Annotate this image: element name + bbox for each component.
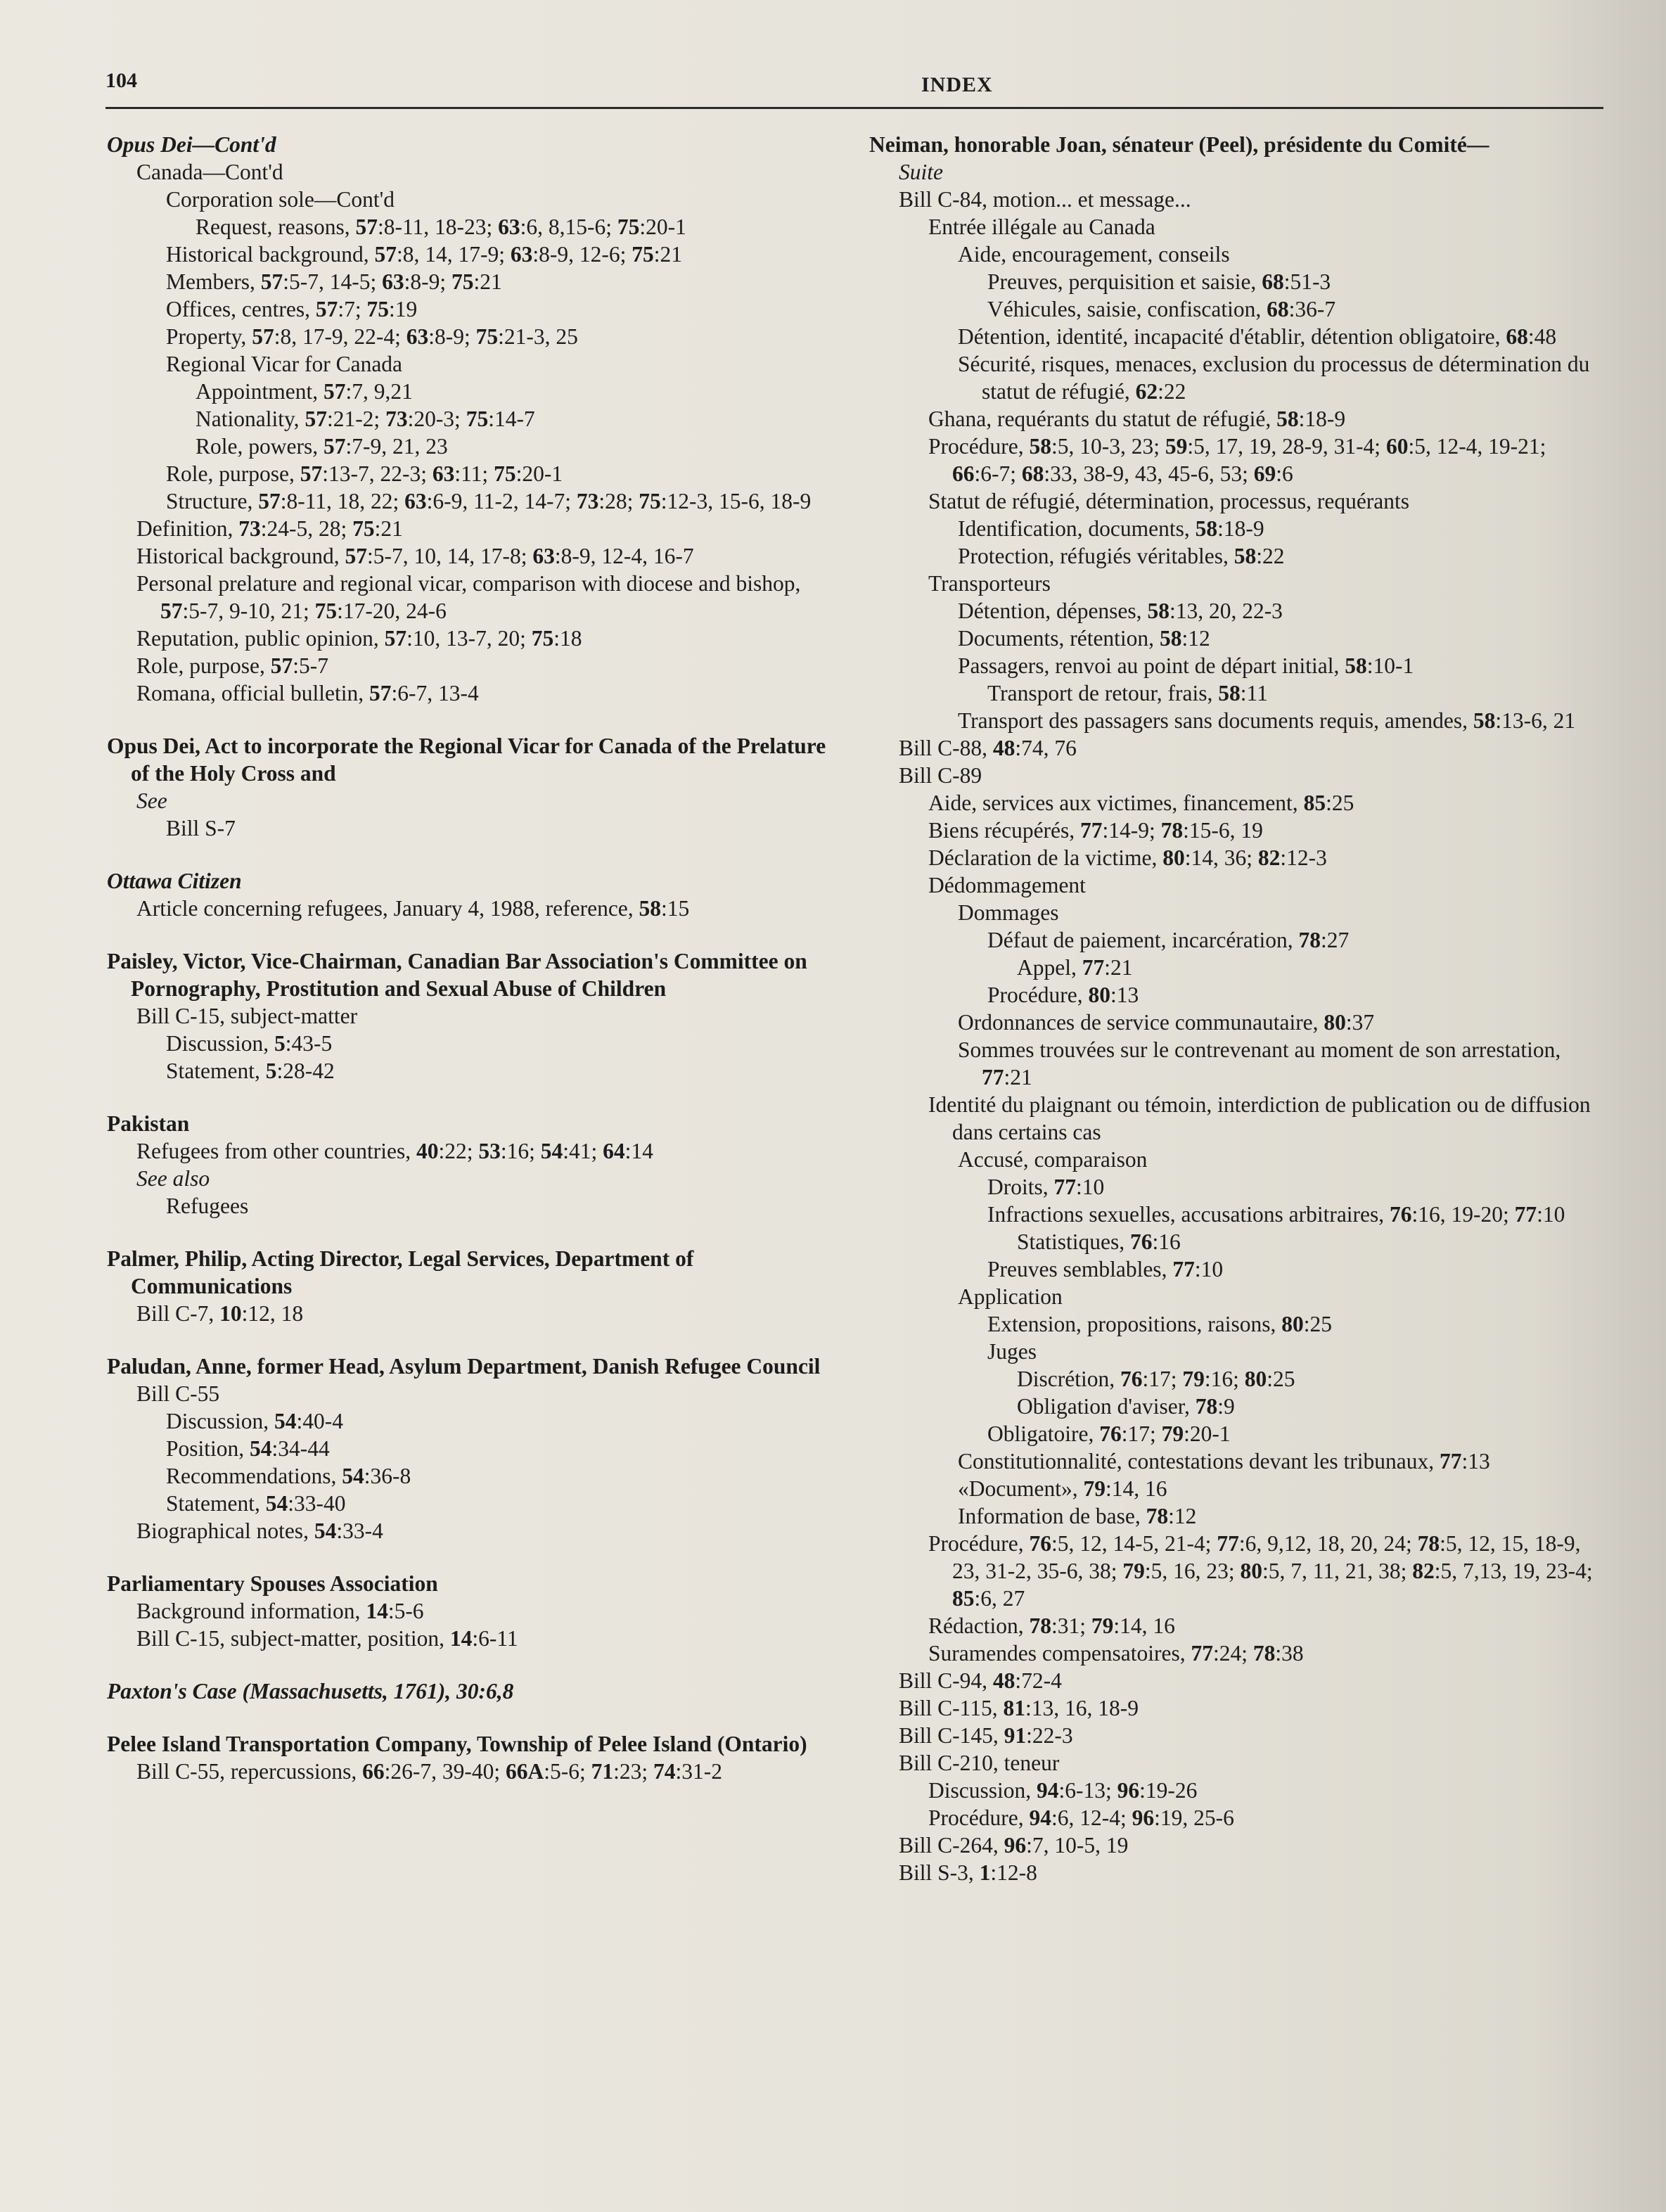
entry-heading: Parliamentary Spouses Association bbox=[107, 1571, 438, 1596]
subentry: Procédure, 80:13 bbox=[987, 983, 1139, 1007]
subentry: Refugees from other countries, 40:22; 53:16; 54:41; 64:14 bbox=[136, 1139, 653, 1163]
subentry: «Document», 79:14, 16 bbox=[958, 1476, 1167, 1501]
subentry: Structure, 57:8-11, 18, 22; 63:6-9, 11-2, 14-7; 73:28; 75:12-3, 15-6, 18-9 bbox=[166, 489, 812, 513]
subentry: Détention, dépenses, 58:13, 20, 22-3 bbox=[958, 599, 1283, 623]
page-number: 104 bbox=[105, 69, 137, 92]
subentry: Preuves semblables, 77:10 bbox=[987, 1257, 1224, 1281]
entry-heading: Paludan, Anne, former Head, Asylum Department, Danish Refugee Council bbox=[107, 1354, 821, 1379]
entry-heading: Paisley, Victor, Vice-Chairman, Canadian Bar Association's Committee on Pornography, Prostitution and Sexual Abuse of Children bbox=[107, 949, 807, 1001]
subentry: Dommages bbox=[958, 900, 1059, 925]
subentry: Historical background, 57:8, 14, 17-9; 63:8-9, 12-6; 75:21 bbox=[166, 242, 683, 267]
subentry: Bill C-115, 81:13, 16, 18-9 bbox=[899, 1696, 1139, 1720]
subentry: Rédaction, 78:31; 79:14, 16 bbox=[928, 1613, 1175, 1638]
entry-heading: Opus Dei—Cont'd bbox=[107, 132, 276, 157]
subentry: Protection, réfugiés véritables, 58:22 bbox=[958, 544, 1285, 568]
subentry: Procédure, 58:5, 10-3, 23; 59:5, 17, 19, 28-9, 31-4; 60:5, 12-4, 19-21; 66:6-7; 68:33, 38-9, 43, 45-6, 53; 69:6 bbox=[928, 434, 1546, 486]
subentry: Bill C-89 bbox=[899, 763, 982, 788]
subentry: Recommendations, 54:36-8 bbox=[166, 1464, 411, 1488]
subentry: Bill C-55, repercussions, 66:26-7, 39-40; 66A:5-6; 71:23; 74:31-2 bbox=[136, 1759, 722, 1784]
subentry: Bill C-15, subject-matter, position, 14:6-11 bbox=[136, 1626, 518, 1651]
subentry: Background information, 14:5-6 bbox=[136, 1599, 424, 1623]
subentry: Entrée illégale au Canada bbox=[928, 215, 1155, 239]
subentry: Bill C-88, 48:74, 76 bbox=[899, 736, 1077, 760]
subentry: Aide, encouragement, conseils bbox=[958, 242, 1230, 267]
subentry: Statement, 5:28-42 bbox=[166, 1059, 335, 1083]
subentry: Appointment, 57:7, 9,21 bbox=[196, 379, 413, 404]
subentry: Défaut de paiement, incarcération, 78:27 bbox=[987, 928, 1350, 952]
subentry: Suramendes compensatoires, 77:24; 78:38 bbox=[928, 1641, 1304, 1666]
subentry: Ghana, requérants du statut de réfugié, 58:18-9 bbox=[928, 407, 1346, 431]
subentry: Accusé, comparaison bbox=[958, 1147, 1148, 1172]
subentry: Article concerning refugees, January 4, 1988, reference, 58:15 bbox=[136, 896, 690, 921]
page-header bbox=[105, 65, 1603, 109]
see-reference: See bbox=[136, 788, 167, 813]
subentry: Members, 57:5-7, 14-5; 63:8-9; 75:21 bbox=[166, 269, 502, 294]
subentry: Role, powers, 57:7-9, 21, 23 bbox=[196, 434, 448, 459]
subentry: Property, 57:8, 17-9, 22-4; 63:8-9; 75:21-3, 25 bbox=[166, 324, 578, 349]
subentry: Role, purpose, 57:13-7, 22-3; 63:11; 75:20-1 bbox=[166, 461, 563, 486]
see-reference: See also bbox=[136, 1166, 210, 1191]
subentry: Discrétion, 76:17; 79:16; 80:25 bbox=[1017, 1367, 1295, 1391]
subentry: Position, 54:34-44 bbox=[166, 1436, 330, 1461]
subentry: Personal prelature and regional vicar, comparison with diocese and bishop, 57:5-7, 9-10, 21; 75:17-20, 24-6 bbox=[136, 571, 801, 623]
running-title: INDEX bbox=[921, 73, 993, 96]
subentry: Regional Vicar for Canada bbox=[166, 352, 403, 376]
subentry: Bill S-3, 1:12-8 bbox=[899, 1860, 1037, 1885]
entry-heading: Pakistan bbox=[107, 1111, 190, 1136]
subentry: Appel, 77:21 bbox=[1017, 955, 1133, 980]
subentry: Application bbox=[958, 1284, 1063, 1309]
subentry: Juges bbox=[987, 1339, 1037, 1364]
subentry: Procédure, 94:6, 12-4; 96:19, 25-6 bbox=[928, 1805, 1234, 1830]
subentry: Statement, 54:33-40 bbox=[166, 1491, 346, 1516]
subentry: Déclaration de la victime, 80:14, 36; 82:12-3 bbox=[928, 845, 1327, 870]
subentry: Transport de retour, frais, 58:11 bbox=[987, 681, 1268, 705]
subentry: Constitutionnalité, contestations devant les tribunaux, 77:13 bbox=[958, 1449, 1490, 1473]
subentry: Bill S-7 bbox=[166, 816, 236, 840]
subentry: Canada—Cont'd bbox=[136, 160, 283, 184]
subentry: Discussion, 54:40-4 bbox=[166, 1409, 344, 1433]
subentry: Ordonnances de service communautaire, 80:37 bbox=[958, 1010, 1375, 1035]
entry-heading: Palmer, Philip, Acting Director, Legal Services, Department of Communications bbox=[107, 1246, 694, 1298]
subentry: Bill C-145, 91:22-3 bbox=[899, 1723, 1073, 1748]
right-column bbox=[869, 131, 1597, 1886]
subentry: Biens récupérés, 77:14-9; 78:15-6, 19 bbox=[928, 818, 1263, 843]
subentry: Request, reasons, 57:8-11, 18-23; 63:6, 8,15-6; 75:20-1 bbox=[196, 215, 686, 239]
subentry: Transport des passagers sans documents requis, amendes, 58:13-6, 21 bbox=[958, 708, 1576, 733]
entry-heading: Opus Dei, Act to incorporate the Regional Vicar for Canada of the Prelature of the Holy Cross and bbox=[107, 734, 826, 786]
subentry: Sommes trouvées sur le contrevenant au moment de son arrestation, 77:21 bbox=[958, 1037, 1561, 1089]
subentry: Véhicules, saisie, confiscation, 68:36-7 bbox=[987, 297, 1336, 321]
subentry: Droits, 77:10 bbox=[987, 1175, 1105, 1199]
entry-heading: Neiman, honorable Joan, sénateur (Peel), présidente du Comité— bbox=[869, 132, 1489, 157]
left-column bbox=[107, 131, 838, 1785]
subentry: Bill C-15, subject-matter bbox=[136, 1004, 358, 1028]
subentry: Discussion, 94:6-13; 96:19-26 bbox=[928, 1778, 1198, 1803]
subentry: Historical background, 57:5-7, 10, 14, 17-8; 63:8-9, 12-4, 16-7 bbox=[136, 544, 694, 568]
subentry: Aide, services aux victimes, financement, 85:25 bbox=[928, 791, 1354, 815]
subentry: Extension, propositions, raisons, 80:25 bbox=[987, 1312, 1333, 1336]
subentry: Reputation, public opinion, 57:10, 13-7, 20; 75:18 bbox=[136, 626, 582, 651]
subentry: Bill C-210, teneur bbox=[899, 1751, 1060, 1775]
subentry: Refugees bbox=[166, 1194, 249, 1218]
subentry: Sécurité, risques, menaces, exclusion du processus de détermination du statut de réfugié, 62:22 bbox=[958, 352, 1590, 404]
subentry: Discussion, 5:43-5 bbox=[166, 1031, 333, 1056]
subentry: Dédommagement bbox=[928, 873, 1086, 897]
subentry: Identité du plaignant ou témoin, interdiction de publication ou de diffusion dans certains cas bbox=[928, 1092, 1591, 1144]
subentry: Bill C-7, 10:12, 18 bbox=[136, 1301, 304, 1326]
subentry: Passagers, renvoi au point de départ initial, 58:10-1 bbox=[958, 653, 1414, 678]
entry-heading: Ottawa Citizen bbox=[107, 869, 242, 893]
subentry: Obligation d'aviser, 78:9 bbox=[1017, 1394, 1235, 1419]
subentry: Definition, 73:24-5, 28; 75:21 bbox=[136, 516, 403, 541]
subentry: Détention, identité, incapacité d'établir, détention obligatoire, 68:48 bbox=[958, 324, 1557, 349]
subentry: Transporteurs bbox=[928, 571, 1051, 596]
subentry: Corporation sole—Cont'd bbox=[166, 187, 395, 212]
entry-heading: Paxton's Case (Massachusetts, 1761), 30:6,8 bbox=[107, 1679, 514, 1703]
subentry: Bill C-84, motion... et message... bbox=[899, 187, 1191, 212]
subentry: Obligatoire, 76:17; 79:20-1 bbox=[987, 1421, 1231, 1446]
subentry: Nationality, 57:21-2; 73:20-3; 75:14-7 bbox=[196, 407, 535, 431]
subentry: Procédure, 76:5, 12, 14-5, 21-4; 77:6, 9,12, 18, 20, 24; 78:5, 12, 15, 18-9, 23, 31-2, 35-6, 38; 79:5, 16, 23; 80:5, 7, 11, 21, 38; 82:5, 7,13, 19, 23-4; 85:6, 27 bbox=[928, 1531, 1593, 1611]
entry-heading: Pelee Island Transportation Company, Township of Pelee Island (Ontario) bbox=[107, 1732, 807, 1756]
subentry: Bill C-94, 48:72-4 bbox=[899, 1668, 1062, 1693]
subentry: Preuves, perquisition et saisie, 68:51-3 bbox=[987, 269, 1331, 294]
subentry: Infractions sexuelles, accusations arbitraires, 76:16, 19-20; 77:10 bbox=[987, 1202, 1565, 1227]
subentry: Information de base, 78:12 bbox=[958, 1504, 1197, 1528]
subentry: Statut de réfugié, détermination, processus, requérants bbox=[928, 489, 1410, 513]
subentry: Bill C-264, 96:7, 10-5, 19 bbox=[899, 1833, 1129, 1858]
subentry: Suite bbox=[899, 160, 943, 184]
subentry: Bill C-55 bbox=[136, 1381, 220, 1406]
subentry: Documents, rétention, 58:12 bbox=[958, 626, 1210, 651]
subentry: Romana, official bulletin, 57:6-7, 13-4 bbox=[136, 681, 479, 705]
subentry: Statistiques, 76:16 bbox=[1017, 1229, 1181, 1254]
subentry: Role, purpose, 57:5-7 bbox=[136, 653, 328, 678]
subentry: Offices, centres, 57:7; 75:19 bbox=[166, 297, 418, 321]
subentry: Identification, documents, 58:18-9 bbox=[958, 516, 1264, 541]
subentry: Biographical notes, 54:33-4 bbox=[136, 1519, 383, 1543]
